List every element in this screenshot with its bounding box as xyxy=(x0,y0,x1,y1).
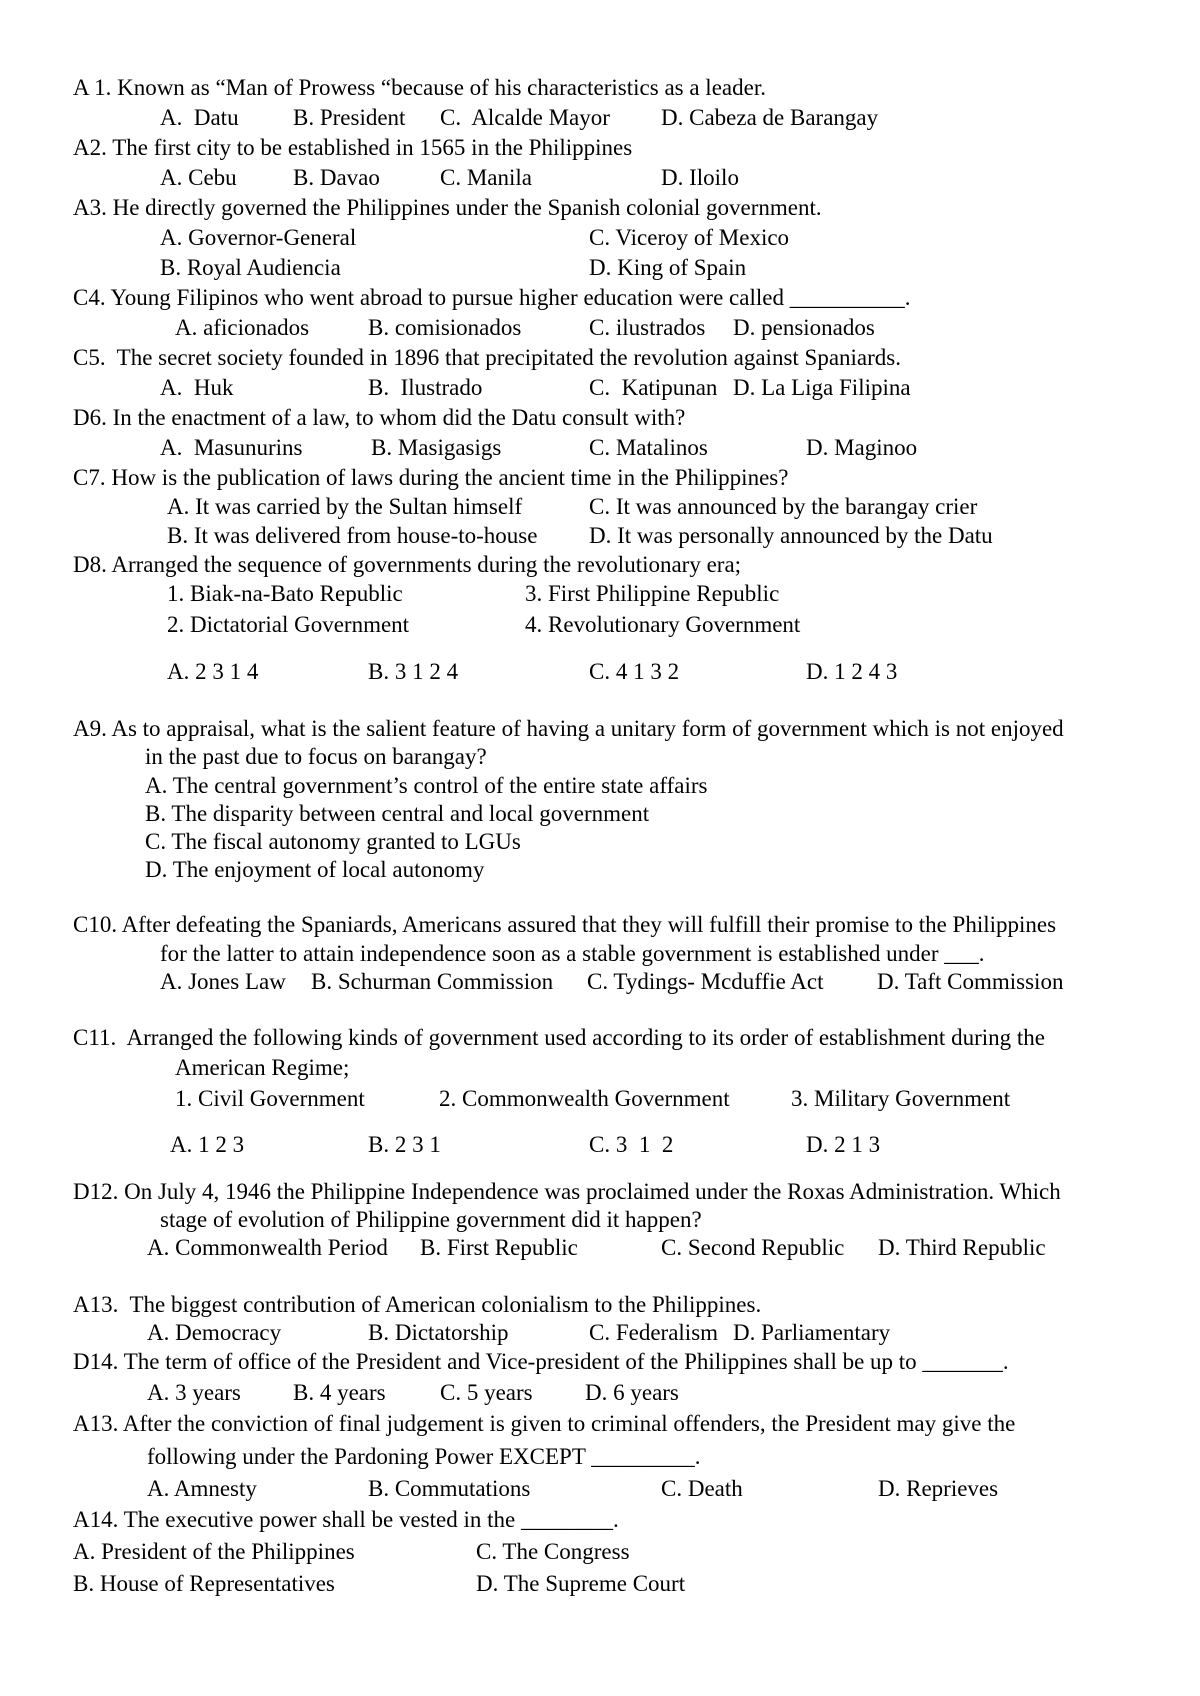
question-13-option-c: C. Federalism xyxy=(589,1320,719,1345)
question-12-stem-line-2: stage of evolution of Philippine government did it happen? xyxy=(160,1207,702,1232)
question-9-option-c: C. The fiscal autonomy granted to LGUs xyxy=(145,829,521,854)
question-8-item-1: 1. Biak-na-Bato Republic xyxy=(167,581,403,606)
question-8-option-c: C. 4 1 3 2 xyxy=(589,659,680,684)
question-13-stem: A13. The biggest contribution of American colonialism to the Philippines. xyxy=(73,1292,762,1317)
question-8-item-4: 4. Revolutionary Government xyxy=(525,612,801,637)
question-1-stem: A 1. Known as “Man of Prowess “because of his characteristics as a leader. xyxy=(73,75,766,100)
question-16-option-b: B. House of Representatives xyxy=(73,1571,335,1596)
question-3-option-a: A. Governor-General xyxy=(160,225,357,250)
question-8-option-d: D. 1 2 4 3 xyxy=(806,659,898,684)
question-8-stem: D8. Arranged the sequence of governments during the revolutionary era; xyxy=(73,552,742,577)
question-11-stem-line-1: C11. Arranged the following kinds of government used according to its order of establishment during the xyxy=(73,1025,1045,1050)
question-2-option-b: B. Davao xyxy=(293,165,380,190)
question-7-option-a: A. It was carried by the Sultan himself xyxy=(167,494,523,519)
question-14-option-b: B. 4 years xyxy=(293,1380,386,1405)
question-3-stem: A3. He directly governed the Philippines under the Spanish colonial government. xyxy=(73,195,822,220)
question-6-stem: D6. In the enactment of a law, to whom did the Datu consult with? xyxy=(73,405,686,430)
question-2-option-d: D. Iloilo xyxy=(661,165,739,190)
question-4-option-a: A. aficionados xyxy=(175,315,310,340)
question-5-stem: C5. The secret society founded in 1896 that precipitated the revolution against Spaniards. xyxy=(73,345,901,370)
question-8-item-3: 3. First Philippine Republic xyxy=(525,581,780,606)
question-2-option-c: C. Manila xyxy=(440,165,532,190)
question-10-stem-line-2: for the latter to attain independence soon as a stable government is established under ___. xyxy=(160,941,985,966)
question-6-option-a: A. Masunurins xyxy=(160,435,303,460)
question-4-stem: C4. Young Filipinos who went abroad to pursue higher education were called __________. xyxy=(73,285,911,310)
question-7-option-d: D. It was personally announced by the Datu xyxy=(589,523,993,548)
question-14-option-d: D. 6 years xyxy=(585,1380,679,1405)
question-16-option-c: C. The Congress xyxy=(476,1539,630,1564)
question-4-option-b: B. comisionados xyxy=(368,315,522,340)
question-10-option-b: B. Schurman Commission xyxy=(311,969,554,994)
question-9-stem-line-2: in the past due to focus on barangay? xyxy=(145,744,487,769)
question-15-option-b: B. Commutations xyxy=(368,1476,531,1501)
question-9-option-a: A. The central government’s control of the entire state affairs xyxy=(145,773,708,798)
question-15-option-a: A. Amnesty xyxy=(147,1476,257,1501)
question-9-option-b: B. The disparity between central and local government xyxy=(145,801,650,826)
question-10-option-a: A. Jones Law xyxy=(160,969,286,994)
question-3-option-b: B. Royal Audiencia xyxy=(160,255,341,280)
question-11-stem-line-2: American Regime; xyxy=(175,1055,350,1080)
question-16-stem: A14. The executive power shall be vested in the ________. xyxy=(73,1507,619,1532)
question-11-item-3: 3. Military Government xyxy=(791,1086,1011,1111)
question-13-option-d: D. Parliamentary xyxy=(733,1320,891,1345)
question-10-stem-line-1: C10. After defeating the Spaniards, Americans assured that they will fulfill their promise to the Philippines xyxy=(73,912,1057,937)
question-1-option-d: D. Cabeza de Barangay xyxy=(661,105,879,130)
question-13-option-b: B. Dictatorship xyxy=(368,1320,509,1345)
question-1-option-c: C. Alcalde Mayor xyxy=(440,105,610,130)
question-4-option-d: D. pensionados xyxy=(733,315,875,340)
question-13-option-a: A. Democracy xyxy=(147,1320,282,1345)
question-8-item-2: 2. Dictatorial Government xyxy=(167,612,410,637)
question-1-option-b: B. President xyxy=(293,105,406,130)
question-14-option-c: C. 5 years xyxy=(440,1380,533,1405)
question-7-stem: C7. How is the publication of laws during the ancient time in the Philippines? xyxy=(73,465,789,490)
question-10-option-c: C. Tydings- Mcduffie Act xyxy=(587,969,824,994)
question-7-option-c: C. It was announced by the barangay crier xyxy=(589,494,978,519)
question-11-item-1: 1. Civil Government xyxy=(175,1086,365,1111)
question-14-stem: D14. The term of office of the President and Vice-president of the Philippines shall be up to _______. xyxy=(73,1349,1009,1374)
question-16-option-d: D. The Supreme Court xyxy=(476,1571,686,1596)
question-10-option-d: D. Taft Commission xyxy=(877,969,1064,994)
question-12-option-d: D. Third Republic xyxy=(878,1235,1046,1260)
question-15-stem-line-1: A13. After the conviction of final judgement is given to criminal offenders, the President may give the xyxy=(73,1411,1016,1436)
question-11-option-a: A. 1 2 3 xyxy=(170,1132,245,1157)
question-11-option-c: C. 3 1 2 xyxy=(589,1132,674,1157)
question-8-option-a: A. 2 3 1 4 xyxy=(167,659,259,684)
question-12-option-b: B. First Republic xyxy=(420,1235,578,1260)
question-2-stem: A2. The first city to be established in 1565 in the Philippines xyxy=(73,135,633,160)
question-16-option-a: A. President of the Philippines xyxy=(73,1539,355,1564)
question-6-option-c: C. Matalinos xyxy=(589,435,708,460)
question-5-option-c: C. Katipunan xyxy=(589,375,718,400)
question-12-option-c: C. Second Republic xyxy=(661,1235,845,1260)
question-3-option-d: D. King of Spain xyxy=(589,255,747,280)
question-15-option-c: C. Death xyxy=(661,1476,743,1501)
question-11-item-2: 2. Commonwealth Government xyxy=(439,1086,730,1111)
question-14-option-a: A. 3 years xyxy=(147,1380,241,1405)
question-3-option-c: C. Viceroy of Mexico xyxy=(589,225,790,250)
question-1-option-a: A. Datu xyxy=(160,105,239,130)
question-15-option-d: D. Reprieves xyxy=(878,1476,999,1501)
question-15-stem-line-2: following under the Pardoning Power EXCEPT _________. xyxy=(147,1444,701,1469)
question-2-option-a: A. Cebu xyxy=(160,165,237,190)
question-9-stem-line-1: A9. As to appraisal, what is the salient feature of having a unitary form of government which is not enjoyed xyxy=(73,716,1064,741)
question-7-option-b: B. It was delivered from house-to-house xyxy=(167,523,538,548)
question-12-option-a: A. Commonwealth Period xyxy=(147,1235,388,1260)
question-11-option-d: D. 2 1 3 xyxy=(806,1132,881,1157)
question-9-option-d: D. The enjoyment of local autonomy xyxy=(145,857,485,882)
question-8-option-b: B. 3 1 2 4 xyxy=(368,659,459,684)
question-12-stem-line-1: D12. On July 4, 1946 the Philippine Independence was proclaimed under the Roxas Administration. Which xyxy=(73,1179,1061,1204)
question-11-option-b: B. 2 3 1 xyxy=(368,1132,441,1157)
question-5-option-a: A. Huk xyxy=(160,375,234,400)
question-6-option-d: D. Maginoo xyxy=(806,435,918,460)
question-5-option-b: B. Ilustrado xyxy=(368,375,483,400)
question-6-option-b: B. Masigasigs xyxy=(371,435,502,460)
question-5-option-d: D. La Liga Filipina xyxy=(733,375,911,400)
question-4-option-c: C. ilustrados xyxy=(589,315,706,340)
